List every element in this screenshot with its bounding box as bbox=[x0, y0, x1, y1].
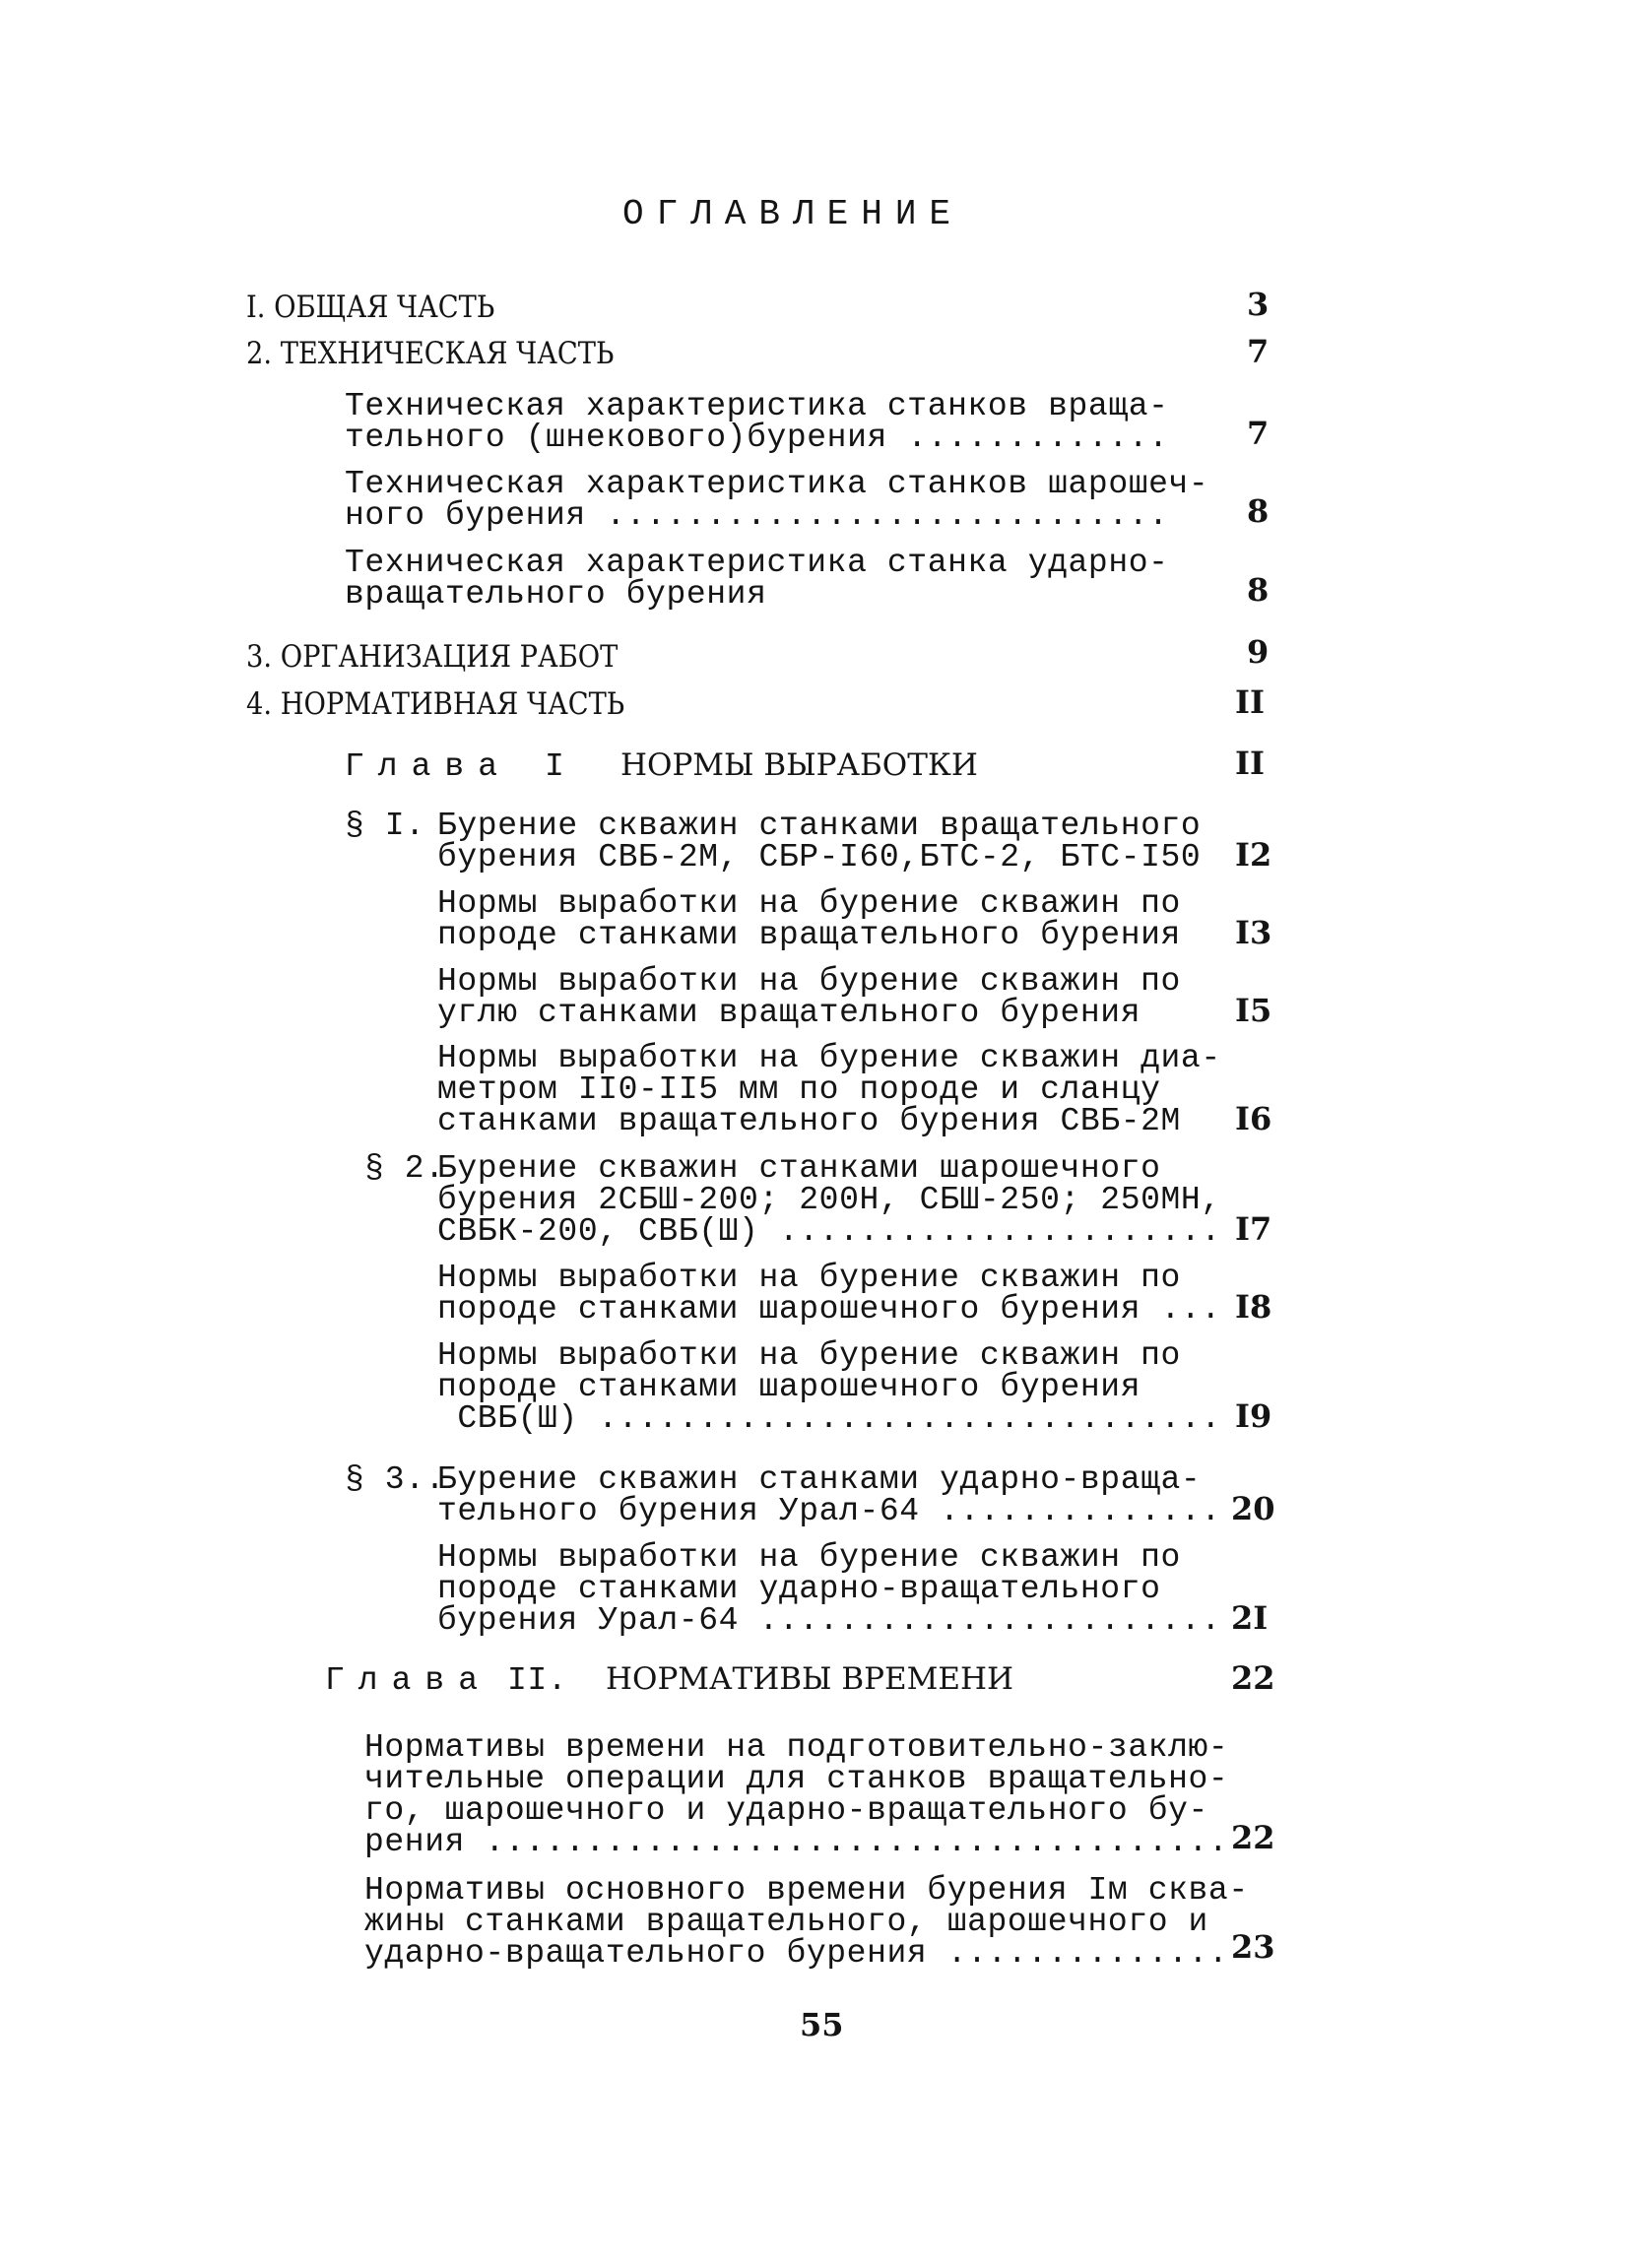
toc-entry-line: СВБ(Ш) ............................... bbox=[437, 1400, 1221, 1437]
toc-section-4: 4. НОРМАТИВНАЯ ЧАСТЬ bbox=[246, 686, 625, 722]
toc-entry-line: бурения СВБ-2М, СБР-I60,БТС-2, БТС-I50 bbox=[437, 839, 1202, 875]
toc-entry-line: Нормативы времени на подготовительно-заклю- bbox=[364, 1729, 1229, 1766]
toc-page-number: 8 bbox=[1247, 492, 1270, 530]
toc-page-number: I8 bbox=[1235, 1288, 1272, 1326]
toc-entry-line: ного бурения ............................ bbox=[345, 497, 1169, 534]
toc-entry-line: породе станками шарошечного бурения ... bbox=[437, 1291, 1221, 1328]
toc-section-2: 2. ТЕХНИЧЕСКАЯ ЧАСТЬ bbox=[246, 336, 615, 371]
toc-entry-line: вращательного бурения bbox=[345, 576, 767, 613]
toc-section-1: I. ОБЩАЯ ЧАСТЬ bbox=[246, 290, 495, 325]
toc-entry-line: углю станками вращательного бурения bbox=[437, 995, 1141, 1031]
toc-entry-line: породе станками шарошечного бурения bbox=[437, 1369, 1141, 1405]
toc-entry-line: метром II0-II5 мм по породе и сланцу bbox=[437, 1071, 1161, 1108]
toc-page-number: 2I bbox=[1231, 1599, 1269, 1637]
chapter-2-title: НОРМАТИВЫ ВРЕМЕНИ bbox=[606, 1661, 1014, 1697]
toc-entry-line: Нормы выработки на бурение скважин по bbox=[437, 1260, 1181, 1296]
toc-entry-line: Техническая характеристика станков шарошеч- bbox=[345, 466, 1209, 502]
chapter-1-word: Глава bbox=[345, 748, 512, 785]
toc-page-number: I6 bbox=[1235, 1100, 1272, 1137]
toc-entry-line: Бурение скважин станками ударно-враща- bbox=[437, 1461, 1202, 1498]
toc-entry-line: Нормы выработки на бурение скважин по bbox=[437, 1337, 1181, 1374]
paragraph-1-mark: § I. bbox=[345, 808, 425, 844]
toc-entry-line: СВБК-200, СВБ(Ш) ...................... bbox=[437, 1213, 1221, 1250]
toc-entry-line: Нормы выработки на бурение скважин диа- bbox=[437, 1040, 1221, 1076]
toc-page-number: II bbox=[1235, 683, 1265, 721]
toc-page-number: 7 bbox=[1247, 415, 1270, 452]
toc-entry-line: Бурение скважин станками вращательного bbox=[437, 808, 1202, 844]
chapter-1-title: НОРМЫ ВЫРАБОТКИ bbox=[620, 747, 978, 783]
toc-section-3: 3. ОРГАНИЗАЦИЯ РАБОТ bbox=[246, 639, 619, 675]
toc-entry-line: бурения 2СБШ-200; 200Н, СБШ-250; 250МН, bbox=[437, 1182, 1221, 1218]
chapter-1-number: I bbox=[545, 748, 565, 785]
toc-title: ОГЛАВЛЕНИЕ bbox=[622, 194, 964, 234]
toc-entry-line: Нормы выработки на бурение скважин по bbox=[437, 885, 1181, 922]
toc-entry-line: ударно-вращательного бурения .............. bbox=[364, 1935, 1229, 1972]
toc-entry-line: чительные операции для станков вращательно- bbox=[364, 1761, 1229, 1797]
toc-page-number: 20 bbox=[1231, 1490, 1275, 1527]
toc-entry-line: бурения Урал-64 ....................... bbox=[437, 1602, 1221, 1639]
toc-entry-line: Нормы выработки на бурение скважин по bbox=[437, 1539, 1181, 1576]
toc-page-number: 22 bbox=[1231, 1659, 1275, 1697]
chapter-2-number: II. bbox=[507, 1662, 568, 1699]
toc-entry-line: жины станками вращательного, шарошечного и bbox=[364, 1904, 1208, 1940]
toc-entry-line: Бурение скважин станками шарошечного bbox=[437, 1150, 1161, 1187]
toc-page-number: 23 bbox=[1231, 1928, 1275, 1966]
toc-page-number: 22 bbox=[1231, 1819, 1275, 1856]
toc-entry-line: породе станками ударно-вращательного bbox=[437, 1571, 1161, 1607]
chapter-2-word: Глава bbox=[325, 1662, 492, 1699]
toc-page-number: II bbox=[1235, 745, 1265, 782]
toc-entry-line: тельного (шнекового)бурения ............. bbox=[345, 420, 1169, 456]
toc-page-number: 9 bbox=[1247, 633, 1270, 671]
toc-entry-line: породе станками вращательного бурения bbox=[437, 917, 1181, 953]
toc-entry-line: рения ..................................... bbox=[364, 1824, 1229, 1860]
toc-entry-line: го, шарошечного и ударно-вращательного бу- bbox=[364, 1792, 1208, 1829]
toc-entry-line: Нормативы основного времени бурения Iм сква- bbox=[364, 1872, 1249, 1909]
toc-entry-line: Техническая характеристика станка ударно- bbox=[345, 545, 1169, 581]
page-number: 55 bbox=[800, 2006, 844, 2043]
paragraph-3-mark: § 3.. bbox=[345, 1461, 446, 1498]
toc-page-number: I2 bbox=[1235, 836, 1272, 874]
toc-entry-line: Нормы выработки на бурение скважин по bbox=[437, 963, 1181, 1000]
toc-page-number: I5 bbox=[1235, 992, 1272, 1029]
toc-entry-line: тельного бурения Урал-64 .............. bbox=[437, 1493, 1221, 1529]
toc-page-number: 3 bbox=[1247, 286, 1270, 323]
toc-page-number: I3 bbox=[1235, 914, 1272, 951]
toc-page-number: 7 bbox=[1247, 333, 1270, 370]
toc-page-number: I9 bbox=[1235, 1397, 1272, 1435]
toc-entry-line: Техническая характеристика станков враща- bbox=[345, 388, 1169, 424]
toc-page-number: 8 bbox=[1247, 571, 1270, 609]
toc-entry-line: станками вращательного бурения СВБ-2М bbox=[437, 1103, 1181, 1139]
toc-page-number: I7 bbox=[1235, 1210, 1272, 1248]
paragraph-2-mark: § 2. bbox=[364, 1150, 445, 1187]
